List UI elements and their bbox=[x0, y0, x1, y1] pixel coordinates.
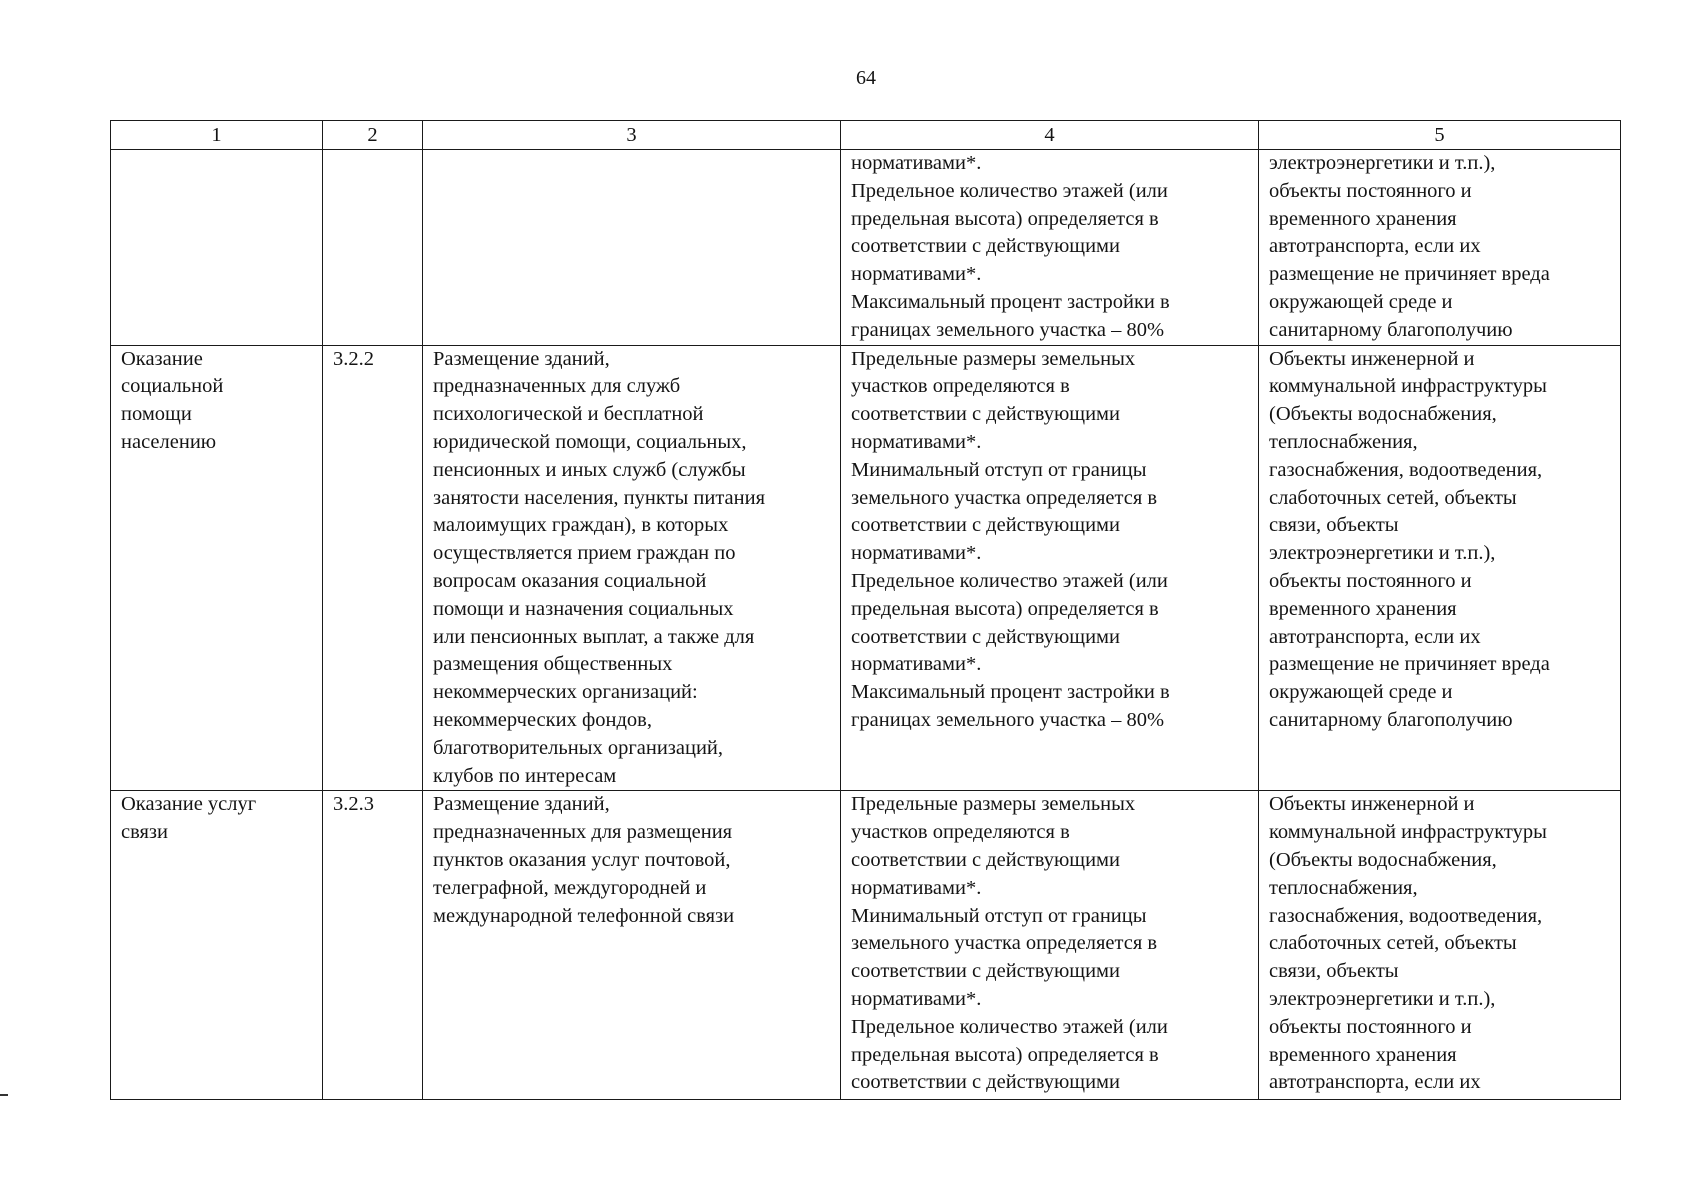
cell-text-line: некоммерческих фондов, bbox=[433, 708, 652, 731]
cell-text-line: нормативами*. bbox=[851, 430, 982, 453]
header-cell: 1 bbox=[111, 121, 323, 150]
cell-text-line: помощи и назначения социальных bbox=[433, 597, 734, 620]
cell-text-line: слаботочных сетей, объекты bbox=[1269, 932, 1517, 955]
cell-text-line: клубов по интересам bbox=[433, 764, 617, 787]
table-row bbox=[111, 791, 1621, 1100]
cell-text-line: размещения общественных bbox=[433, 653, 673, 676]
cell-text-line: Оказание услуг bbox=[121, 793, 257, 816]
use-name-cell bbox=[111, 150, 323, 346]
cell-text-line: Предельное количество этажей (или bbox=[851, 569, 1168, 592]
cell-text-line: Размещение зданий, bbox=[433, 793, 610, 816]
cell-text-line: предназначенных для размещения bbox=[433, 821, 733, 844]
cell-text-line: юридической помощи, социальных, bbox=[433, 430, 747, 453]
code-cell: 3.2.2 bbox=[323, 345, 423, 791]
cell-text-line: санитарному благополучию bbox=[1269, 318, 1513, 341]
header-cell: 3 bbox=[423, 121, 841, 150]
cell-text-line: земельного участка определяется в bbox=[851, 486, 1158, 509]
cell-text-line: Предельные размеры земельных bbox=[851, 347, 1136, 370]
cell-text-line: санитарному благополучию bbox=[1269, 708, 1513, 731]
cell-text-line: вопросам оказания социальной bbox=[433, 569, 707, 592]
cell-text-line: Размещение зданий, bbox=[433, 347, 610, 370]
header-cell: 4 bbox=[841, 121, 1259, 150]
cell-text-line: размещение не причиняет вреда bbox=[1269, 653, 1550, 676]
cell-text-line: коммунальной инфраструктуры bbox=[1269, 821, 1547, 844]
cell-text-line: психологической и бесплатной bbox=[433, 403, 704, 426]
use-name-cell bbox=[111, 791, 323, 1100]
cell-text-line: Минимальный отступ от границы bbox=[851, 904, 1147, 927]
parameters-cell bbox=[841, 150, 1259, 346]
cell-text-line: некоммерческих организаций: bbox=[433, 681, 698, 704]
cell-text-line: окружающей среде и bbox=[1269, 681, 1453, 704]
cell-text-line: Оказание bbox=[121, 347, 203, 370]
cell-text-line: электроэнергетики и т.п.), bbox=[1269, 542, 1496, 565]
cell-text-line: телеграфной, междугородней и bbox=[433, 876, 707, 899]
cell-text-line: границах земельного участка – 80% bbox=[851, 318, 1165, 341]
cell-text-line: связи, объекты bbox=[1269, 514, 1399, 537]
cell-text-line: Предельные размеры земельных bbox=[851, 793, 1136, 816]
cell-text-line: предельная высота) определяется в bbox=[851, 1043, 1159, 1066]
cell-text-line: Объекты инженерной и bbox=[1269, 793, 1475, 816]
cell-text-line: соответствии с действующими bbox=[851, 960, 1120, 983]
cell-text-line: временного хранения bbox=[1269, 597, 1457, 620]
land-use-table bbox=[110, 120, 1621, 1100]
cell-text-line: электроэнергетики и т.п.), bbox=[1269, 987, 1496, 1010]
header-cell: 5 bbox=[1259, 121, 1621, 150]
description-cell bbox=[423, 791, 841, 1100]
cell-text-line: объекты постоянного и bbox=[1269, 179, 1472, 202]
cell-text-line: теплоснабжения, bbox=[1269, 876, 1418, 899]
cell-text-line: малоимущих граждан), в которых bbox=[433, 514, 729, 537]
cell-text-line: связи bbox=[121, 821, 169, 844]
cell-text-line: размещение не причиняет вреда bbox=[1269, 263, 1550, 286]
cell-text-line: пунктов оказания услуг почтовой, bbox=[433, 848, 731, 871]
auxiliary-uses-cell bbox=[1259, 791, 1621, 1100]
cell-text-line: занятости населения, пункты питания bbox=[433, 486, 766, 509]
table-row bbox=[111, 150, 1621, 346]
cell-text-line: связи, объекты bbox=[1269, 960, 1399, 983]
cell-text-line: предельная высота) определяется в bbox=[851, 207, 1159, 230]
code-cell bbox=[323, 150, 423, 346]
cell-text-line: благотворительных организаций, bbox=[433, 736, 724, 759]
cell-text-line: соответствии с действующими bbox=[851, 625, 1120, 648]
cell-text-line: предельная высота) определяется в bbox=[851, 597, 1159, 620]
cell-text-line: участков определяются в bbox=[851, 821, 1070, 844]
description-cell bbox=[423, 150, 841, 346]
cell-text-line: соответствии с действующими bbox=[851, 1071, 1120, 1094]
cell-text-line: объекты постоянного и bbox=[1269, 569, 1472, 592]
cell-text-line: населению bbox=[121, 430, 217, 453]
auxiliary-uses-cell bbox=[1259, 345, 1621, 791]
parameters-cell bbox=[841, 345, 1259, 791]
cell-text-line: Объекты инженерной и bbox=[1269, 347, 1475, 370]
cell-text-line: Максимальный процент застройки в bbox=[851, 290, 1170, 313]
table-body bbox=[111, 121, 1621, 1100]
cell-text-line: или пенсионных выплат, а также для bbox=[433, 625, 755, 648]
cell-text-line: нормативами*. bbox=[851, 263, 982, 286]
cell-text-line: Предельное количество этажей (или bbox=[851, 179, 1168, 202]
page-number: 64 bbox=[856, 67, 876, 89]
cell-text-line: Минимальный отступ от границы bbox=[851, 458, 1147, 481]
cell-text-line: окружающей среде и bbox=[1269, 290, 1453, 313]
parameters-cell bbox=[841, 791, 1259, 1100]
cell-text-line: нормативами*. bbox=[851, 653, 982, 676]
auxiliary-uses-cell bbox=[1259, 150, 1621, 346]
cell-text-line: Максимальный процент застройки в bbox=[851, 681, 1170, 704]
cell-text-line: осуществляется прием граждан по bbox=[433, 542, 736, 565]
cell-text-line: временного хранения bbox=[1269, 1043, 1457, 1066]
cell-text-line: соответствии с действующими bbox=[851, 848, 1120, 871]
cell-text-line: газоснабжения, водоотведения, bbox=[1269, 458, 1543, 481]
table-row bbox=[111, 345, 1621, 791]
cell-text-line: помощи bbox=[121, 403, 192, 426]
cell-text-line: участков определяются в bbox=[851, 375, 1070, 398]
cell-text-line: нормативами*. bbox=[851, 152, 982, 174]
cell-text-line: (Объекты водоснабжения, bbox=[1269, 848, 1497, 871]
cell-text-line: пенсионных и иных служб (службы bbox=[433, 458, 746, 481]
header-cell: 2 bbox=[323, 121, 423, 150]
cell-text-line: земельного участка определяется в bbox=[851, 932, 1158, 955]
cell-text-line: коммунальной инфраструктуры bbox=[1269, 375, 1547, 398]
code-cell: 3.2.3 bbox=[323, 791, 423, 1100]
cell-text-line: нормативами*. bbox=[851, 987, 982, 1010]
cell-text-line: соответствии с действующими bbox=[851, 514, 1120, 537]
cell-text-line: соответствии с действующими bbox=[851, 235, 1120, 258]
cell-text-line: социальной bbox=[121, 375, 224, 398]
cell-text-line: границах земельного участка – 80% bbox=[851, 708, 1165, 731]
cell-text-line: теплоснабжения, bbox=[1269, 430, 1418, 453]
cell-text-line: международной телефонной связи bbox=[433, 904, 735, 927]
cell-text-line: автотранспорта, если их bbox=[1269, 625, 1481, 648]
cell-text-line: временного хранения bbox=[1269, 207, 1457, 230]
table-header-row bbox=[111, 121, 1621, 150]
cell-text-line: соответствии с действующими bbox=[851, 403, 1120, 426]
description-cell bbox=[423, 345, 841, 791]
cell-text-line: газоснабжения, водоотведения, bbox=[1269, 904, 1543, 927]
cell-text-line: нормативами*. bbox=[851, 876, 982, 899]
cell-text-line: объекты постоянного и bbox=[1269, 1015, 1472, 1038]
cell-text-line: слаботочных сетей, объекты bbox=[1269, 486, 1517, 509]
cell-text-line: предназначенных для служб bbox=[433, 375, 681, 398]
cell-text-line: автотранспорта, если их bbox=[1269, 235, 1481, 258]
cell-text-line: Предельное количество этажей (или bbox=[851, 1015, 1168, 1038]
cell-text-line: нормативами*. bbox=[851, 542, 982, 565]
cell-text-line: электроэнергетики и т.п.), bbox=[1269, 152, 1496, 174]
cell-text-line: автотранспорта, если их bbox=[1269, 1071, 1481, 1094]
use-name-cell bbox=[111, 345, 323, 791]
cell-text-line: (Объекты водоснабжения, bbox=[1269, 403, 1497, 426]
scan-mark bbox=[0, 1094, 8, 1096]
